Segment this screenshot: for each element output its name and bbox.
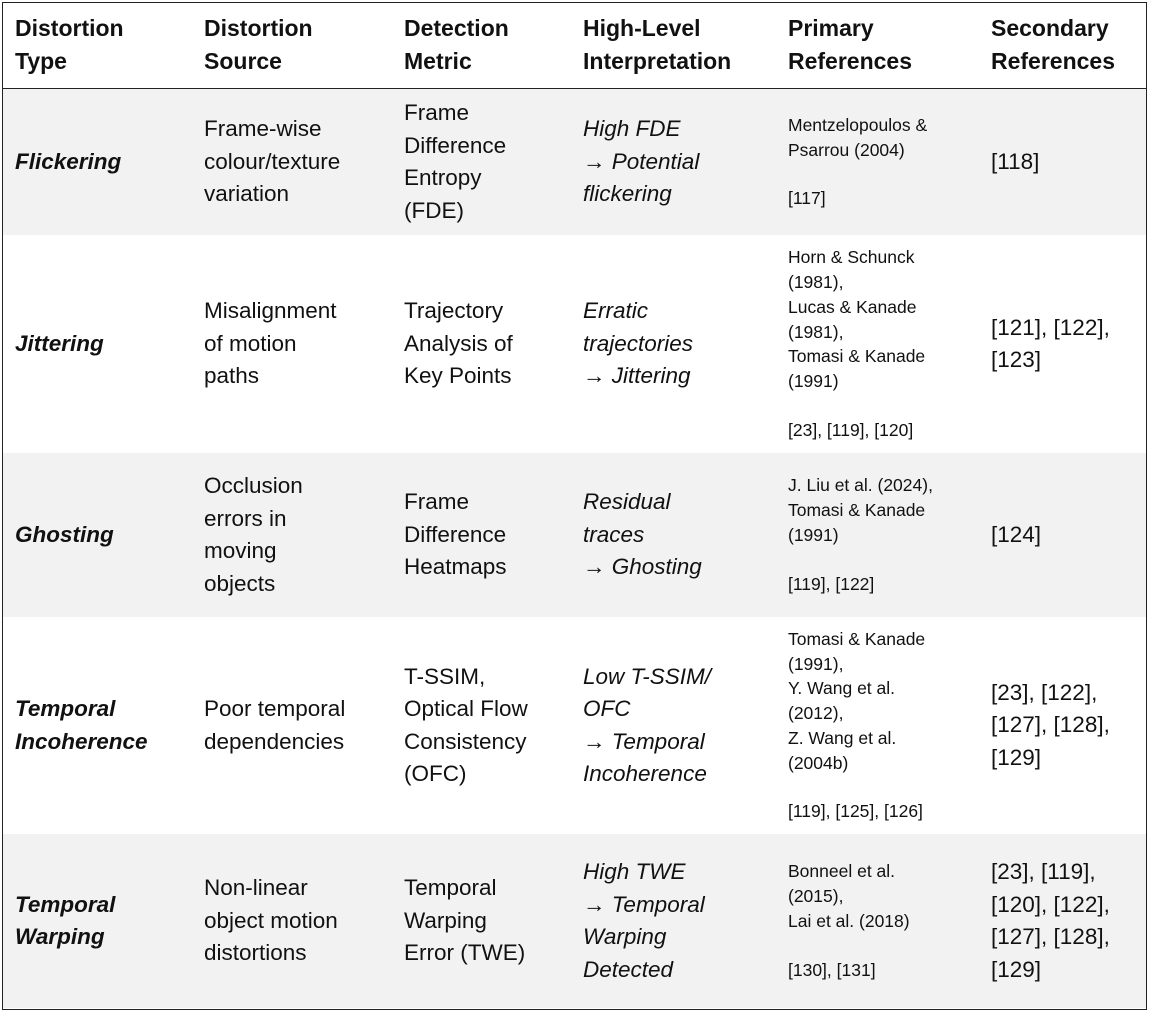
- interpretation-cell: Residual traces → Ghosting: [570, 453, 775, 617]
- distortion-type-cell: Temporal Incoherence: [15, 696, 148, 754]
- distortion-source-cell: Misalignment of motion paths: [204, 298, 337, 389]
- secondary-references-cell: [124]: [978, 453, 1147, 617]
- primary-references-cell: Bonneel et al. (2015), Lai et al. (2018) [130], [131]: [775, 834, 978, 1008]
- secondary-references-cell: [23], [122], [127], [128], [129]: [991, 679, 1110, 770]
- detection-metric-cell: Trajectory Analysis of Key Points: [404, 298, 513, 389]
- interpretation-cell: High TWE → Temporal Warping Detected: [570, 834, 775, 1008]
- detection-metric-cell: Frame Difference Entropy (FDE): [391, 89, 570, 236]
- secondary-references-cell: [118]: [978, 89, 1147, 236]
- distortion-source-cell: Occlusion errors in moving objects: [191, 453, 391, 617]
- secondary-references-cell: [23], [119], [120], [122], [127], [128], [129]: [978, 834, 1147, 1008]
- primary-references-cell: Tomasi & Kanade (1991), Y. Wang et al. (2012), Z. Wang et al. (2004b) [119], [125], [126]: [788, 628, 926, 822]
- interpretation-cell: High FDE → Potential flickering: [570, 89, 775, 236]
- primary-references-cell: J. Liu et al. (2024), Tomasi & Kanade (1991) [119], [122]: [775, 453, 978, 617]
- distortion-source-cell: Frame-wise colour/texture variation: [191, 89, 391, 236]
- header-primary-references: Primary References: [775, 2, 978, 89]
- primary-references-cell: Horn & Schunck (1981), Lucas & Kanade (1981), Tomasi & Kanade (1991) [23], [119], [120]: [788, 247, 926, 440]
- header-interpretation: High-Level Interpretation: [570, 2, 775, 89]
- primary-references-cell: Mentzelopoulos & Psarrou (2004) [117]: [775, 89, 978, 236]
- interpretation-cell: Erratic trajectories → Jittering: [583, 298, 694, 389]
- interpretation-cell: Low T-SSIM/ OFC → Temporal Incoherence: [583, 663, 711, 786]
- distortion-type-cell: Jittering: [15, 330, 104, 356]
- header-detection-metric: Detection Metric: [391, 2, 570, 89]
- distortion-type-cell: Temporal Warping: [2, 834, 191, 1008]
- secondary-references-cell: [121], [122], [123]: [991, 314, 1110, 372]
- table-border: [2, 2, 1147, 1010]
- distortion-type-cell: Flickering: [2, 89, 191, 236]
- header-secondary-references: Secondary References: [978, 2, 1147, 89]
- header-distortion-type: Distortion Type: [2, 2, 191, 89]
- distortion-source-cell: Non-linear object motion distortions: [191, 834, 391, 1008]
- distortion-type-cell: Ghosting: [2, 453, 191, 617]
- detection-metric-cell: Temporal Warping Error (TWE): [391, 834, 570, 1008]
- distortion-source-cell: Poor temporal dependencies: [204, 696, 346, 754]
- detection-metric-cell: Frame Difference Heatmaps: [391, 453, 570, 617]
- detection-metric-cell: T-SSIM, Optical Flow Consistency (OFC): [404, 663, 528, 786]
- header-distortion-source: Distortion Source: [191, 2, 391, 89]
